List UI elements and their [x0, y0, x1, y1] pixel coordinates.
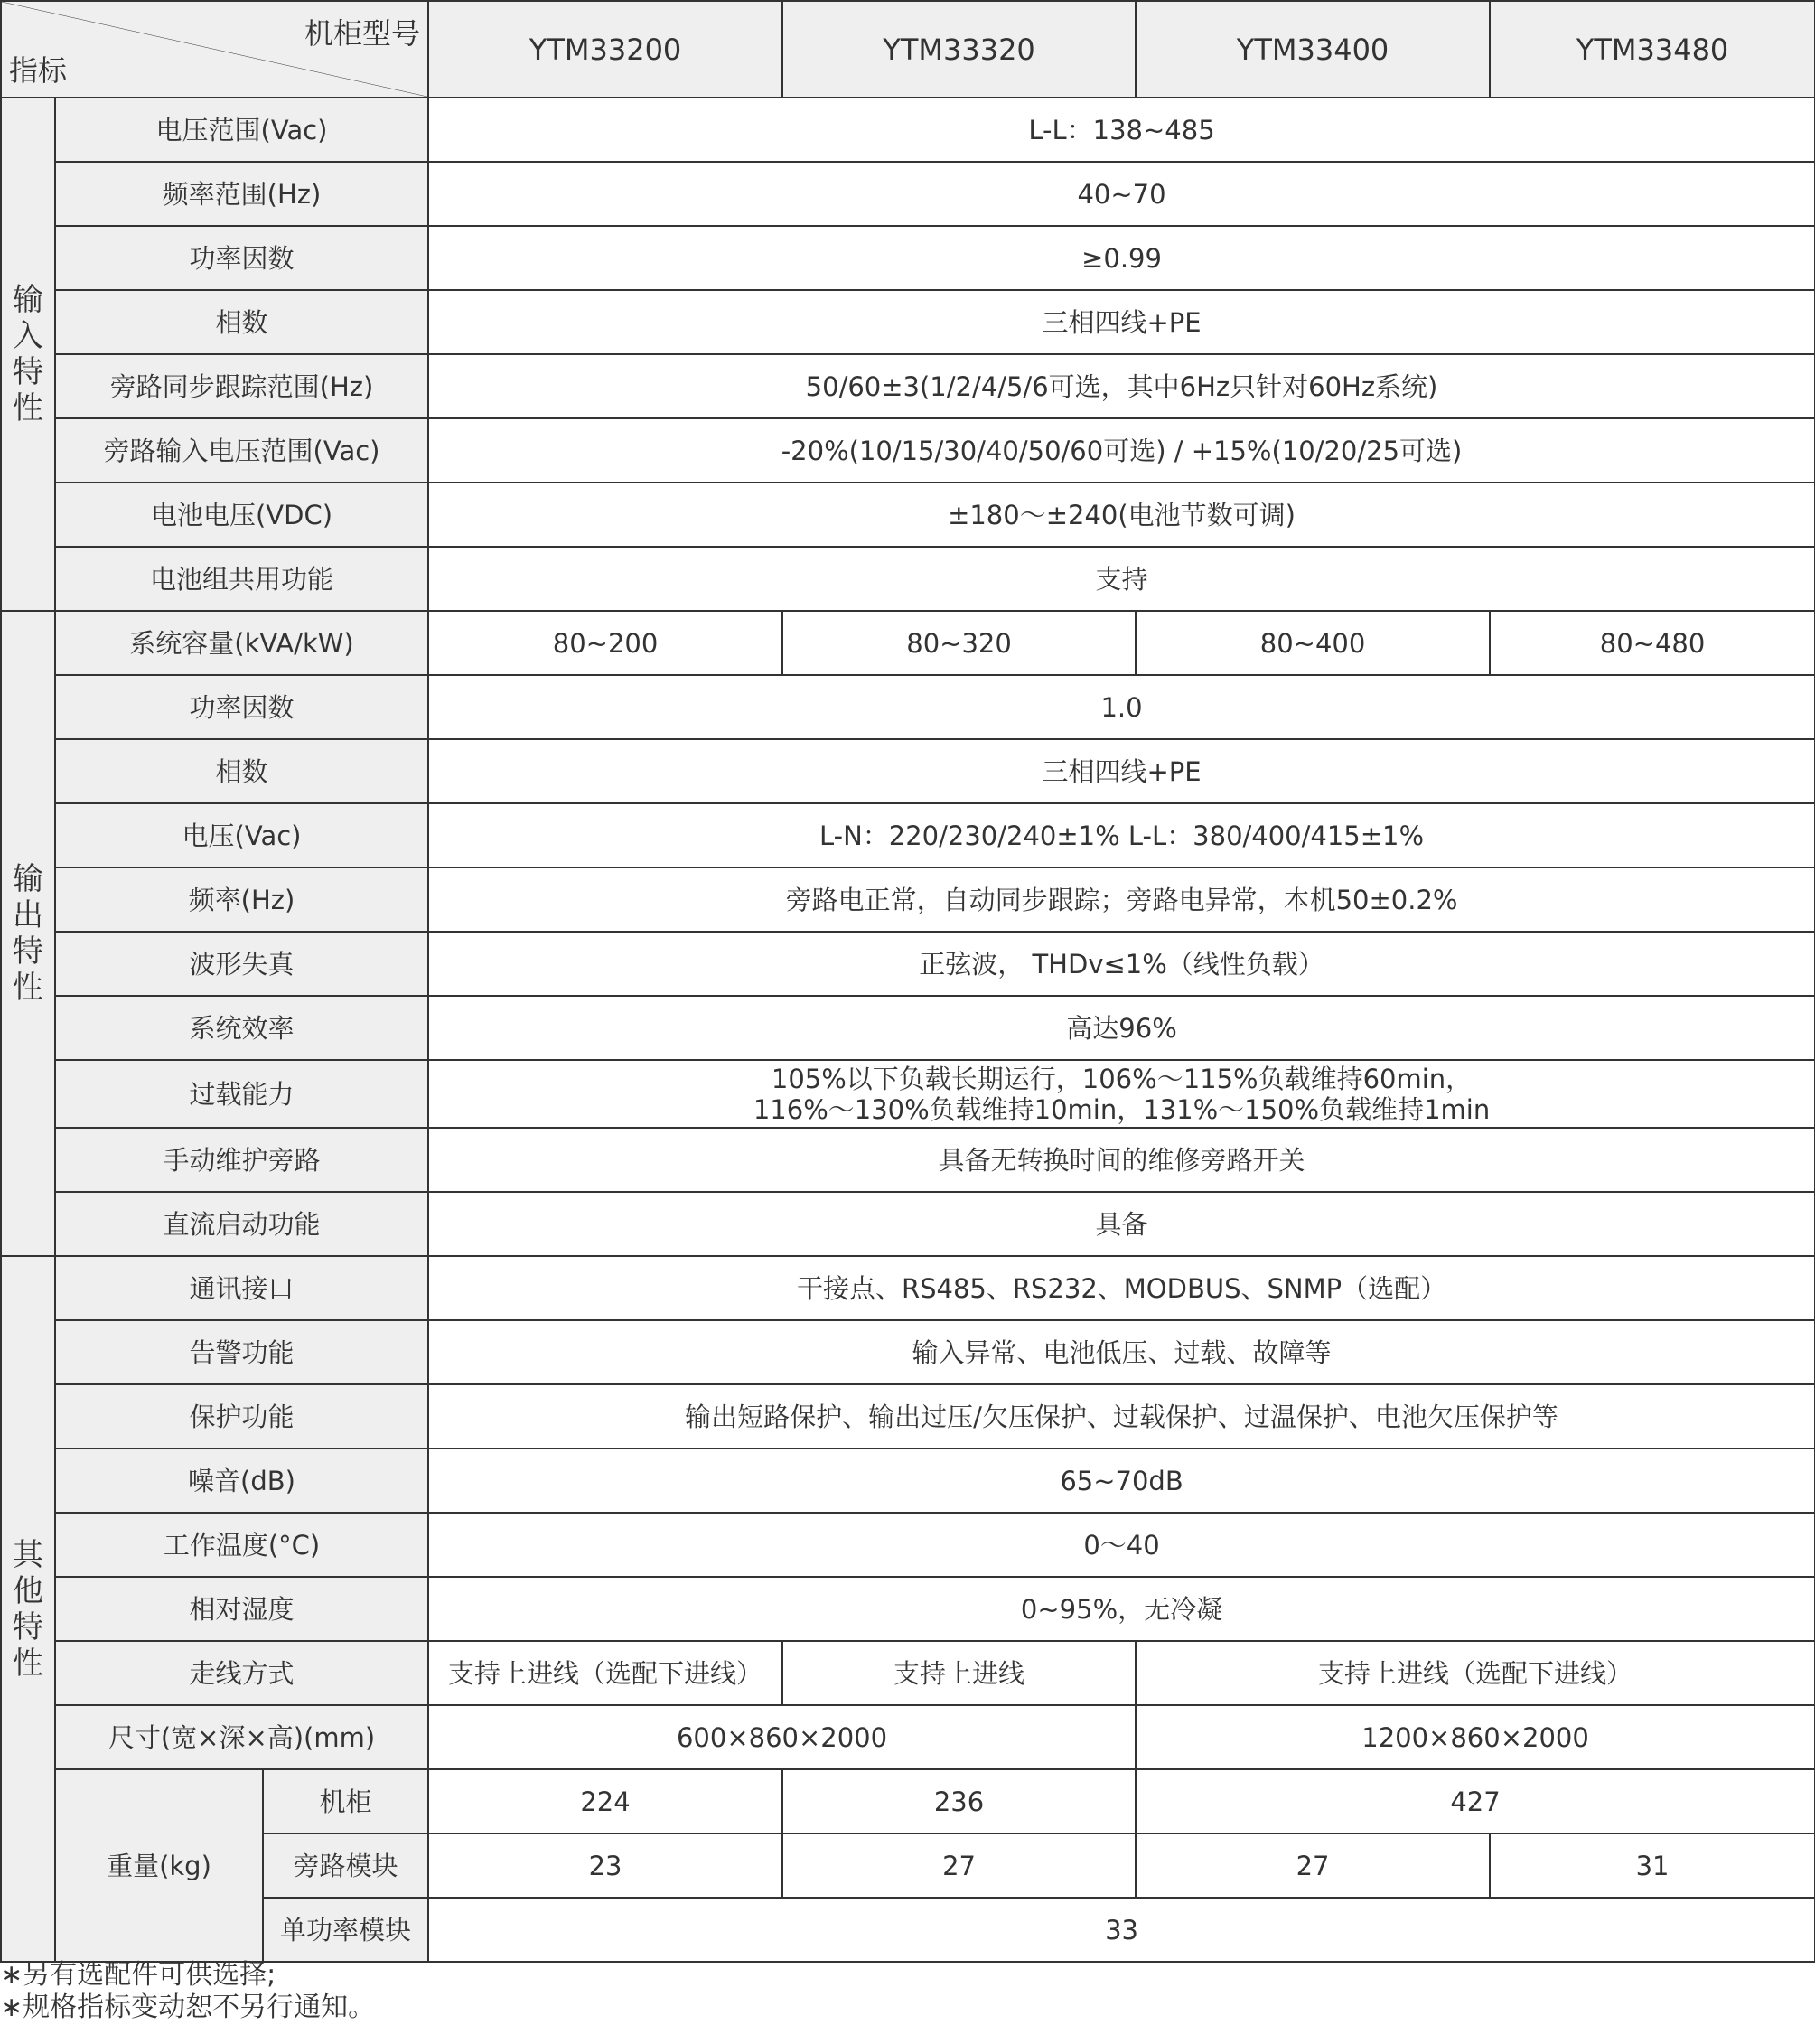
corner-model-label: 机柜型号 [304, 16, 421, 51]
row-value: 高达96% [428, 996, 1815, 1060]
row-label: 机柜 [263, 1769, 428, 1833]
row-label: 单功率模块 [263, 1898, 428, 1962]
row-value: 输出短路保护、输出过压/欠压保护、过载保护、过温保护、电池欠压保护等 [428, 1384, 1815, 1449]
table-row [1, 739, 1815, 803]
table-row [1, 290, 1815, 354]
row-value: 427 [1136, 1769, 1815, 1833]
footnote-2: ∗规格指标变动恕不另行通知。 [0, 1992, 376, 2023]
footnotes [0, 1959, 375, 2024]
model-header-3: YTM33400 [1136, 1, 1490, 98]
table-row [1, 1577, 1815, 1641]
row-label: 旁路输入电压范围(Vac) [55, 418, 428, 483]
table-row [1, 1060, 1815, 1128]
section-other-label: 其他特性 [1, 1256, 55, 1962]
row-value: 三相四线+PE [428, 290, 1815, 354]
overload-line-2: 116%～130%负载维持10min，131%～150%负载维持1min [753, 1093, 1491, 1125]
row-value: 0~95%，无冷凝 [428, 1577, 1815, 1641]
row-label: 直流启动功能 [55, 1192, 428, 1256]
row-value: 干接点、RS485、RS232、MODBUS、SNMP（选配） [428, 1256, 1815, 1320]
table-row [1, 547, 1815, 611]
table-row [1, 1256, 1815, 1320]
row-label: 告警功能 [55, 1320, 428, 1384]
table-row [1, 932, 1815, 996]
row-value: ≥0.99 [428, 226, 1815, 290]
table-row [1, 803, 1815, 867]
row-value: L-N：220/230/240±1% L-L：380/400/415±1% [428, 803, 1815, 867]
corner-metric-label: 指标 [9, 53, 68, 88]
table-row [1, 98, 1815, 162]
row-value: 0～40 [428, 1513, 1815, 1577]
row-value: 600×860×2000 [428, 1705, 1136, 1769]
row-label: 噪音(dB) [55, 1449, 428, 1513]
row-value: 33 [428, 1898, 1815, 1962]
row-value: 具备 [428, 1192, 1815, 1256]
table-row [1, 354, 1815, 418]
table-row [1, 1641, 1815, 1705]
row-value: 具备无转换时间的维修旁路开关 [428, 1128, 1815, 1192]
row-label: 电池电压(VDC) [55, 483, 428, 547]
row-label: 尺寸(宽×深×高)(mm) [55, 1705, 428, 1769]
row-value: 输入异常、电池低压、过载、故障等 [428, 1320, 1815, 1384]
row-value: 正弦波， THDv≤1%（线性负载） [428, 932, 1815, 996]
table-row [1, 1513, 1815, 1577]
model-header-1: YTM33200 [428, 1, 782, 98]
row-value: 支持上进线（选配下进线） [428, 1641, 782, 1705]
table-row [1, 1192, 1815, 1256]
table-row [1, 1320, 1815, 1384]
table-row [1, 1898, 1815, 1962]
table-row [1, 418, 1815, 483]
row-label: 系统效率 [55, 996, 428, 1060]
row-label: 电压范围(Vac) [55, 98, 428, 162]
row-label: 功率因数 [55, 226, 428, 290]
row-value: 1200×860×2000 [1136, 1705, 1815, 1769]
corner-header-cell [1, 1, 428, 98]
row-value: L-L：138~485 [428, 98, 1815, 162]
table-row [1, 675, 1815, 739]
row-value: 80~400 [1136, 611, 1490, 675]
row-value: 236 [782, 1769, 1136, 1833]
header-row [1, 1, 1815, 98]
table-row [1, 1128, 1815, 1192]
row-label: 相对湿度 [55, 1577, 428, 1641]
table-row [1, 226, 1815, 290]
row-label: 通讯接口 [55, 1256, 428, 1320]
row-value: 40~70 [428, 162, 1815, 226]
table-row [1, 483, 1815, 547]
row-value: 80~320 [782, 611, 1136, 675]
row-value: 23 [428, 1833, 782, 1898]
row-label: 系统容量(kVA/kW) [55, 611, 428, 675]
row-value: 27 [782, 1833, 1136, 1898]
row-value: 支持 [428, 547, 1815, 611]
row-label: 频率范围(Hz) [55, 162, 428, 226]
row-label: 功率因数 [55, 675, 428, 739]
row-label: 相数 [55, 739, 428, 803]
model-header-4: YTM33480 [1490, 1, 1815, 98]
row-value: 1.0 [428, 675, 1815, 739]
weight-label: 重量(kg) [55, 1769, 263, 1962]
row-value: 31 [1490, 1833, 1815, 1898]
table-row [1, 1833, 1815, 1898]
row-value: 三相四线+PE [428, 739, 1815, 803]
table-row [1, 867, 1815, 932]
row-value: 旁路电正常，自动同步跟踪；旁路电异常，本机50±0.2% [428, 867, 1815, 932]
row-label: 相数 [55, 290, 428, 354]
row-value: 65~70dB [428, 1449, 1815, 1513]
row-label: 频率(Hz) [55, 867, 428, 932]
row-value: 50/60±3(1/2/4/5/6可选，其中6Hz只针对60Hz系统) [428, 354, 1815, 418]
row-value: 27 [1136, 1833, 1490, 1898]
row-label: 手动维护旁路 [55, 1128, 428, 1192]
row-label: 电压(Vac) [55, 803, 428, 867]
table-row [1, 162, 1815, 226]
row-value: 80~480 [1490, 611, 1815, 675]
section-input-label: 输入特性 [1, 98, 55, 611]
row-label: 保护功能 [55, 1384, 428, 1449]
row-value: ±180～±240(电池节数可调) [428, 483, 1815, 547]
row-label: 电池组共用功能 [55, 547, 428, 611]
section-output-label: 输出特性 [1, 611, 55, 1256]
row-label: 旁路同步跟踪范围(Hz) [55, 354, 428, 418]
row-value: -20%(10/15/30/40/50/60可选) / +15%(10/20/25可选) [428, 418, 1815, 483]
row-label: 波形失真 [55, 932, 428, 996]
row-value: 支持上进线 [782, 1641, 1136, 1705]
row-value: 224 [428, 1769, 782, 1833]
table-row [1, 611, 1815, 675]
model-header-2: YTM33320 [782, 1, 1136, 98]
table-row [1, 1705, 1815, 1769]
row-label: 旁路模块 [263, 1833, 428, 1898]
footnote-1: ∗另有选配件可供选择; [0, 1959, 276, 1991]
table-row [1, 1449, 1815, 1513]
row-label: 工作温度(°C) [55, 1513, 428, 1577]
table-row [1, 996, 1815, 1060]
row-value: 80~200 [428, 611, 782, 675]
table-row [1, 1769, 1815, 1833]
table-row [1, 1384, 1815, 1449]
row-value: 支持上进线（选配下进线） [1136, 1641, 1815, 1705]
row-label: 走线方式 [55, 1641, 428, 1705]
row-label: 过载能力 [55, 1060, 428, 1128]
row-value [428, 1060, 1815, 1128]
overload-line-1: 105%以下负载长期运行，106%～115%负载维持60min， [771, 1063, 1473, 1094]
